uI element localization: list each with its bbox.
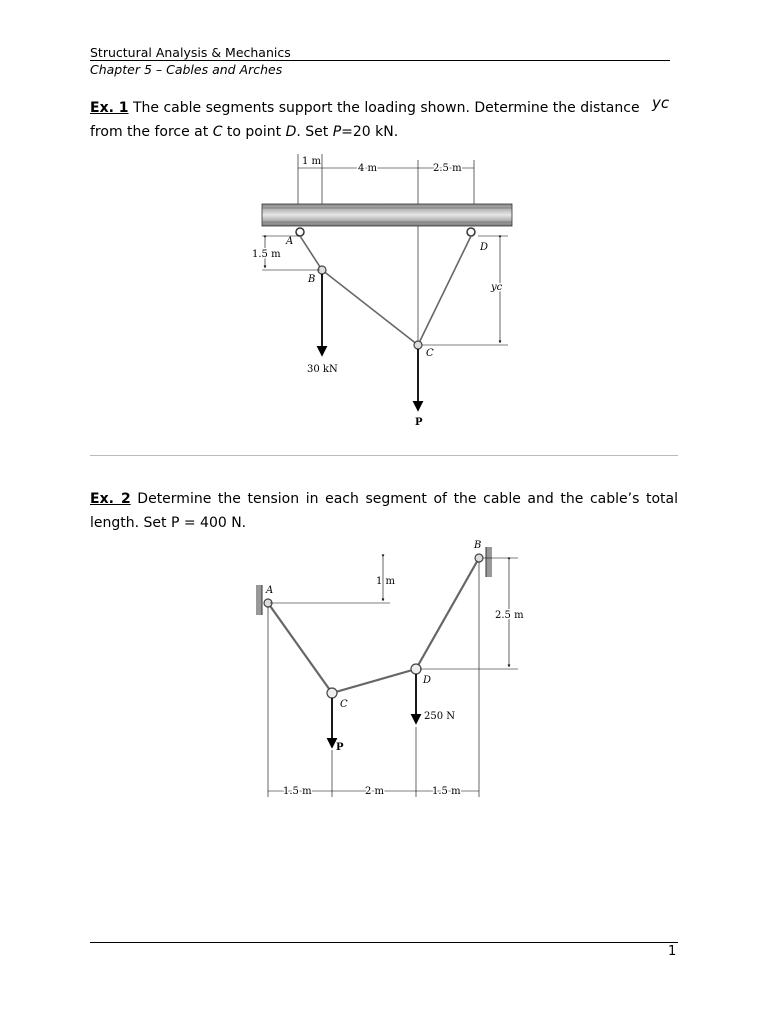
section-divider [90, 455, 678, 456]
ex1-dim-yc: yc [491, 282, 503, 293]
ex2-cable [268, 558, 479, 693]
ex2-load-p-label: P [336, 742, 344, 753]
ex1-text-part1: The cable segments support the loading shown. Determine the distance [128, 100, 640, 116]
ex2-load-d-label: 250 N [424, 711, 456, 722]
ex1-load-p-label: P [415, 417, 423, 428]
page-number: 1 [668, 944, 677, 959]
header-chapter-title: Chapter 5 – Cables and Arches [90, 62, 283, 77]
ex1-label-b: B [308, 274, 316, 285]
ex1-text-part2: from the force at [90, 124, 213, 140]
ex1-support-d [467, 228, 475, 236]
ex2-joint-d [411, 664, 421, 674]
ex2-wall-b [486, 547, 492, 577]
ex2-label-c: C [340, 699, 348, 710]
ex1-text-part4: . Set [296, 124, 333, 140]
ex2-dim-25m: 2.5 m [495, 610, 524, 621]
ex2-dim-15m-right: 1.5 m [432, 786, 461, 797]
ex1-load-b-label: 30 kN [307, 364, 338, 375]
ex2-text: Determine the tension in each segment of the cable and the cable’s total length. Set P = 400 N. [90, 491, 678, 531]
ex2-problem-text [90, 487, 678, 535]
ex1-point-c: C [212, 124, 223, 140]
ex1-text-part3: to point [222, 124, 286, 140]
ex2-dim-15m-left: 1.5 m [283, 786, 312, 797]
ex1-dim-4m: 4 m [358, 163, 378, 174]
ex1-support-a [296, 228, 304, 236]
ex1-cable [300, 236, 471, 345]
ex2-joint-c [327, 688, 337, 698]
ex2-label-d: D [423, 675, 432, 686]
ex1-label-d: D [480, 242, 489, 253]
header-rule [90, 60, 670, 61]
ex1-ceiling-beam [262, 204, 512, 226]
ex1-text-part5: =20 kN. [341, 124, 399, 140]
ex2-label: Ex. 2 [90, 491, 131, 507]
ex2-wall-a [256, 585, 262, 615]
ex2-label-b: B [474, 540, 482, 551]
ex1-point-d: D [285, 124, 297, 140]
ex1-dim-1m: 1 m [302, 156, 322, 167]
ex2-joint-b [475, 554, 483, 562]
ex1-label-c: C [426, 348, 434, 359]
ex2-dim-1m: 1 m [376, 576, 396, 587]
ex1-dim-15m: 1.5 m [252, 249, 281, 260]
ex1-p-variable: P [332, 124, 342, 140]
ex1-label-a: A [286, 236, 294, 247]
ex1-label: Ex. 1 [90, 100, 129, 116]
ex1-figure [250, 150, 520, 432]
ex1-yc-symbol: yc [652, 94, 670, 112]
ex2-figure [238, 535, 528, 800]
ex1-joint-c [414, 341, 422, 349]
footer-rule [90, 942, 678, 943]
ex2-dim-2m: 2 m [365, 786, 385, 797]
ex2-label-a: A [266, 585, 274, 596]
ex1-problem-text [90, 96, 680, 144]
ex1-dim-25m: 2.5 m [433, 163, 462, 174]
header-course-title: Structural Analysis & Mechanics [90, 45, 291, 60]
